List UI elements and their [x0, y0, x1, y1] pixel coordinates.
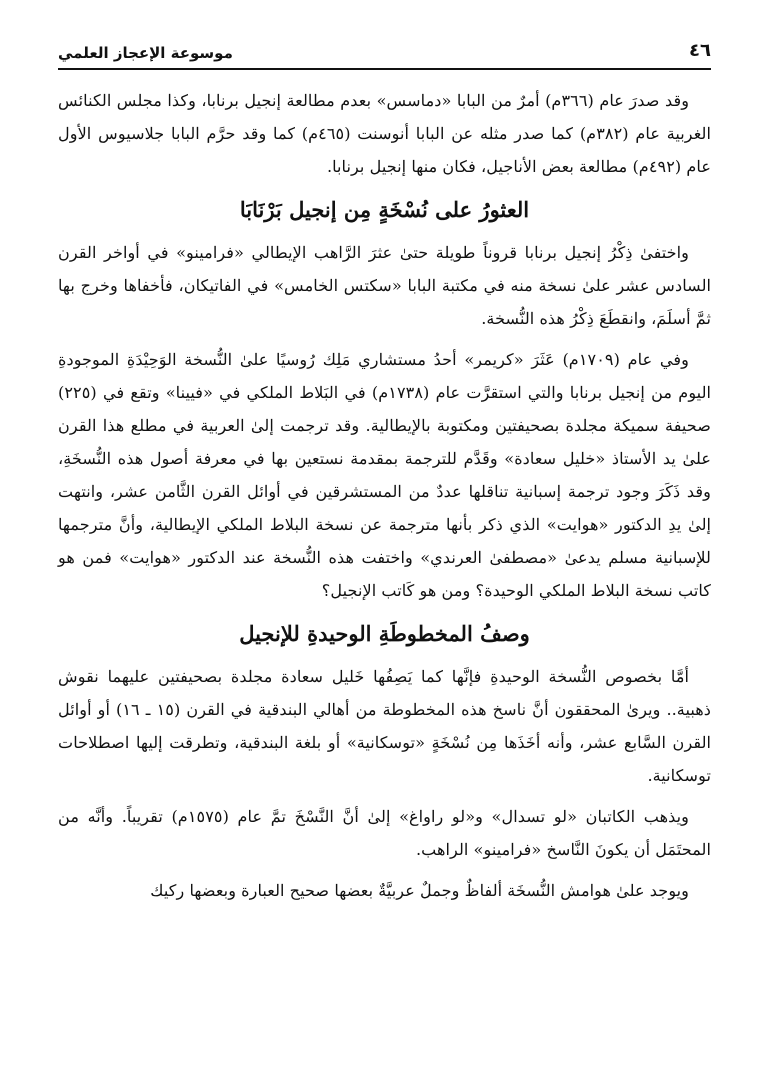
page-header: [58, 38, 711, 68]
section-heading: العثورُ على نُسْخَةٍ مِن إنجيل بَرْنَابَا: [239, 197, 530, 222]
paragraph: ويذهب الكاتبان «لو تسدال» و«لو راواغ» إلىٰ أنَّ النَّسْخَ تمَّ عام (١٥٧٥م) تقريباً. وأنَّه من المحتَمَل أن يكونَ النَّاسخ «فرامينو» الراهب.: [58, 807, 711, 859]
paragraph: وقد صدرَ عام (٣٦٦م) أمرٌ من البابا «دماسس» بعدم مطالعة إنجيل برنابا، وكذا مجلس الكنائس الغربية عام (٣٨٢م) كما صدر مثله عن البابا أنوسنت (٤٦٥م) كما وقد حرَّم البابا جلاسيوس الأول عام (٤٩٢م) مطالعة بعض الأناجيل، فكان منها إنجيل برنابا.: [58, 91, 711, 176]
page-body: [58, 84, 711, 1072]
header-rule: [58, 68, 711, 70]
page-number: ٤٦: [689, 40, 711, 61]
paragraph: أمَّا بخصوص النُّسخة الوحيدةِ فإنَّها كما يَصِفُها خَليل سعادة مجلدة بصحيفتين عليهما نقوش ذهبية.. ويرىٰ المحققون أنَّ ناسخ هذه المخطوطة من أهالي البندقية في القرن (١٥ ـ ١٦) أو أوائل القرن السَّابع عشر، وأنه أخَذَها مِن نُسْخَةٍ «توسكانية» أو بلغة البندقية، وتطرقت إليها اصطلاحات توسكانية.: [58, 667, 711, 785]
paragraph: ويوجد علىٰ هوامش النُّسخَة ألفاظٌ وجملٌ عربيَّةٌ بعضها صحيح العبارة وبعضها ركيك: [150, 881, 689, 900]
section-heading: وصفُ المخطوطَةِ الوحيدةِ للإنجيل: [239, 621, 530, 646]
paragraph: واختفىٰ ذِكْرُ إنجيل برنابا قروناً طويلة حتىٰ عثرَ الرَّاهب الإيطالي «فرامينو» في أواخر القرن السادس عشر علىٰ نسخة منه في مكتبة البابا «سكتس الخامس» في الفاتيكان، فأخفاها وخرج بها ثمَّ أسلَمَ، وانقطَعَ ذِكْرُ هذه النُّسخة.: [58, 243, 711, 328]
paragraph: وفي عام (١٧٠٩م) عَثَرَ «كريمر» أحدُ مستشاري مَلِك رُوسيًا علىٰ النُّسخة الوَحِيْدَةِ الموجودةِ اليوم من إنجيل برنابا والتي استقرَّت عام (١٧٣٨م) في البَلاط الملكي في «فيينا» وتقع في (٢٢٥) صحيفة سميكة مجلدة بصحيفتين ومكتوبة بالإيطالية. وقد ترجمت إلىٰ العربية في مطلع هذا القرن علىٰ يد الأستاذ «خليل سعادة» وقَدَّم للترجمة بمقدمة نستعين بها في معرفة أصول هذه النُّسخَةِ، وقد ذَكَرَ وجود ترجمة إسبانية تناقلها عددٌ من المستشرقين في أوائل القرن الثَّامن عشر، وانتهت إلىٰ يدِ الدكتور «هوايت» الذي ذكر بأنها مترجمة عن نسخة البلاط الملكي الإيطالية، وأنَّ مترجمها للإسبانية مسلم يدعىٰ «مصطفىٰ العرندي» واختفت هذه النُّسخة عند الدكتور «هوايت» فمن هو كاتب نسخة البلاط الملكي الوحيدة؟ ومن هو كَاتب الإنجيل؟: [58, 350, 711, 600]
running-title: موسوعة الإعجاز العلمي: [58, 44, 233, 62]
